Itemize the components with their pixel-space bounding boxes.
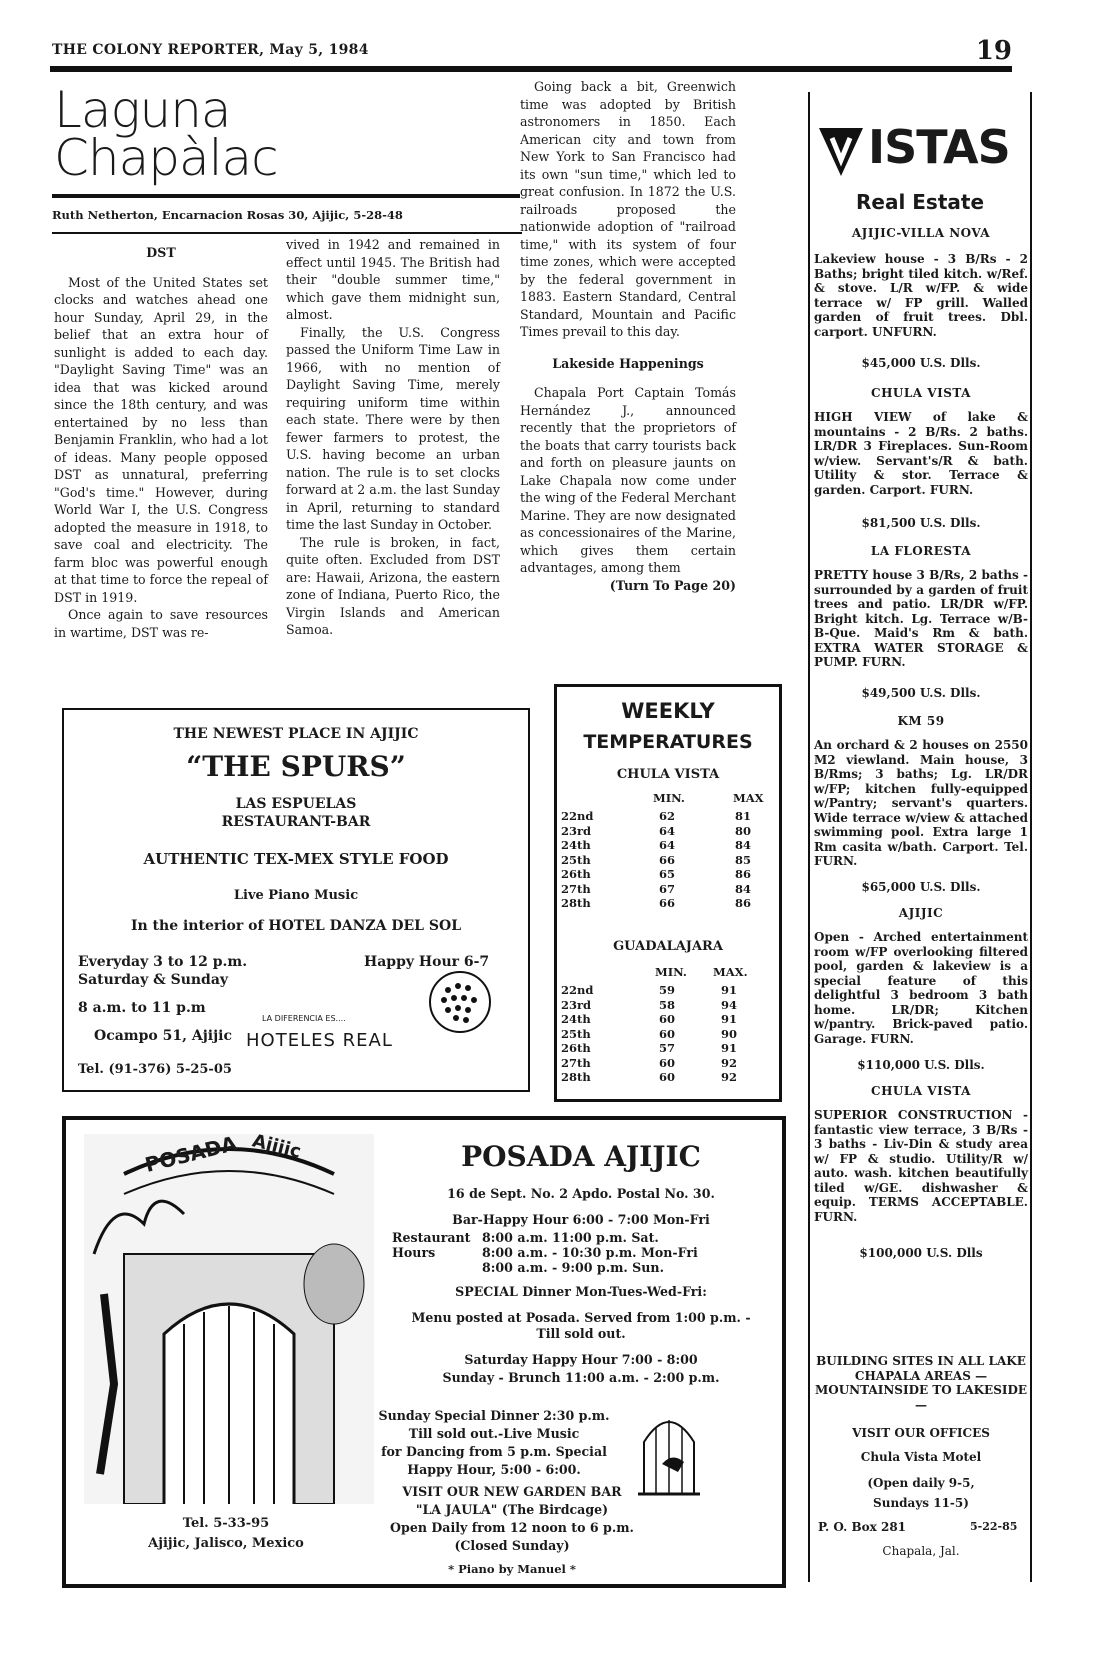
temp-max: 92 xyxy=(721,1055,738,1070)
hoteles-real-brand: HOTELES REAL xyxy=(246,1030,393,1051)
office-hours-1: (Open daily 9-5, xyxy=(867,1476,975,1490)
turn-to-page: (Turn To Page 20) xyxy=(609,577,736,593)
office-name: Chula Vista Motel xyxy=(860,1450,982,1464)
city-guadalajara: GUADALAJARA xyxy=(613,939,723,954)
temp-day: 23rd xyxy=(561,997,592,1012)
temp-row xyxy=(557,1027,779,1042)
spurs-location: In the interior of HOTEL DANZA DEL SOL xyxy=(130,918,462,934)
min-label: MIN. xyxy=(653,791,685,805)
temp-min: 64 xyxy=(659,838,676,852)
temp-row xyxy=(557,867,779,882)
special-dinner: SPECIAL Dinner Mon-Tues-Wed-Fri: xyxy=(455,1284,707,1299)
temp-row xyxy=(557,882,779,897)
closed-sunday: (Closed Sunday) xyxy=(454,1538,570,1553)
temp-day: 28th xyxy=(561,896,591,910)
temp-max: 80 xyxy=(735,823,752,838)
paragraph: Chapala Port Captain Tomás Hernández J., announced recently that the proprietors of the boats that carry tourists back and forth on pleasure jaunts on Lake Chapala now come under the wing of the Federal Merchant Marine. They are now designated as concessionaires of the Marine, which gives them certain advantages, among them xyxy=(520,385,736,575)
temp-max: 91 xyxy=(721,1012,738,1026)
section-title: DST xyxy=(146,245,176,260)
menu-line-2: Till sold out. xyxy=(536,1326,626,1341)
max-label: MAX. xyxy=(713,965,748,979)
listing-heading: AJIJIC-VILLA NOVA xyxy=(851,226,991,240)
temp-max: 91 xyxy=(721,1041,738,1055)
office-city: Chapala, Jal. xyxy=(882,1544,960,1558)
listing-heading: KM 59 xyxy=(897,714,945,728)
temp-row xyxy=(557,1012,779,1027)
column-logo-line2: Chapàlac xyxy=(54,129,278,187)
temp-max: 94 xyxy=(721,997,738,1012)
temp-max: 85 xyxy=(735,852,752,867)
sunday-special-4: Happy Hour, 5:00 - 6:00. xyxy=(407,1462,581,1477)
byline-rule xyxy=(52,232,522,234)
paragraph: Most of the United States set clocks and watches ahead one hour Sunday, April 29, in the belief that an extra hour of sunlight is added to each day. "Daylight Saving Time" was an idea that was kicked around since the 18th century, and was entertained by no less than Benjamin Franklin, who had a lot of ideas. Many people opposed DST as unnatural, preferring "God's time." However, during World War I, the U.S. Congress adopted the measure in 1918, to save coal and electricity. The farm bloc was powerful enough at that time to force the repeal of DST in 1919. xyxy=(54,274,268,605)
restaurant-hours-label-1: Restaurant xyxy=(392,1230,471,1245)
temp-day: 27th xyxy=(561,881,591,896)
spurs-food: AUTHENTIC TEX-MEX STYLE FOOD xyxy=(143,850,449,868)
spurs-tagline: THE NEWEST PLACE IN AJIJIC xyxy=(173,726,419,742)
office-hours-2: Sundays 11-5) xyxy=(873,1496,969,1510)
article-column-1 xyxy=(54,240,268,641)
bar-happy-hour: Bar-Happy Hour 6:00 - 7:00 Mon-Fri xyxy=(452,1212,710,1227)
listing-heading: AJIJIC xyxy=(898,906,944,920)
temp-min: 64 xyxy=(659,823,676,838)
temp-max: 92 xyxy=(721,1070,738,1084)
weekly-temperatures xyxy=(554,684,782,1102)
spurs-address: Ocampo 51, Ajijic xyxy=(94,1028,232,1044)
temp-min: 65 xyxy=(659,867,676,881)
city-chula-vista: CHULA VISTA xyxy=(616,767,720,782)
listing-description: An orchard & 2 houses on 2550 M2 viewland. Main house, 3 B/Rms; 3 baths; Lg. LR/DR w/FP; kitchen fully-equipped w/Pantry; servant's quarters. Wide terrace w/view & attached swimming pool. Extra large 1 Rm casita w/bath. Carport. Tel. FURN. xyxy=(814,738,1028,868)
po-box: P. O. Box 281 xyxy=(818,1520,907,1534)
restaurant-hours-2: 8:00 a.m. - 10:30 p.m. Mon-Fri xyxy=(482,1245,698,1260)
spurs-sub1: LAS ESPUELAS xyxy=(235,796,357,812)
temp-min: 60 xyxy=(659,1026,676,1041)
temp-max: 90 xyxy=(721,1026,738,1041)
spurs-name: “THE SPURS” xyxy=(186,750,406,783)
temp-day: 27th xyxy=(561,1055,591,1070)
temp-day: 25th xyxy=(561,1026,591,1041)
column-logo xyxy=(54,81,514,196)
hoteles-real-logo-icon xyxy=(428,970,492,1034)
vistas-logo: ISTAS xyxy=(868,120,1010,174)
posada-tel: Tel. 5-33-95 xyxy=(182,1516,270,1531)
restaurant-hours-1: 8:00 a.m. 11:00 p.m. Sat. xyxy=(482,1230,659,1245)
spurs-hours2: Saturday & Sunday xyxy=(78,972,229,988)
vistas-ad xyxy=(808,92,1032,1582)
spurs-hours3: 8 a.m. to 11 p.m xyxy=(78,1000,206,1016)
listing-heading: CHULA VISTA xyxy=(871,386,971,400)
temp-day: 25th xyxy=(561,852,591,867)
temp-row xyxy=(557,896,779,911)
column-logo-rule xyxy=(52,194,520,198)
temp-day: 23rd xyxy=(561,823,592,838)
posada-location: Ajijic, Jalisco, Mexico xyxy=(148,1536,304,1551)
menu-line-1: Menu posted at Posada. Served from 1:00 p.m. - xyxy=(411,1310,751,1325)
paragraph: vived in 1942 and remained in effect until 1945. The British had their "double summer time," which gave them midnight sun, almost. xyxy=(286,237,500,322)
temp-max: 86 xyxy=(735,867,752,881)
vistas-subtitle: Real Estate xyxy=(855,190,985,214)
posada-sign-1: POSADA xyxy=(142,1131,240,1177)
temp-max: 81 xyxy=(735,809,752,823)
article-column-2 xyxy=(286,236,500,639)
listing-description: HIGH VIEW of lake & mountains - 2 B/Rs. 2 baths. LR/DR 3 Fireplaces. Sun-Room w/view. Servant's/R & bath. Utility & stor. Terrace & garden. Carport. FURN. xyxy=(814,410,1028,497)
temp-day: 24th xyxy=(561,838,591,852)
weekly-title-2: TEMPERATURES xyxy=(583,731,753,753)
temp-max: 84 xyxy=(735,838,752,852)
temp-min: 60 xyxy=(659,1070,676,1084)
max-label: MAX xyxy=(733,791,764,805)
min-label: MIN. xyxy=(655,965,687,979)
temp-max: 86 xyxy=(735,896,752,910)
masthead-title: THE COLONY REPORTER, May 5, 1984 xyxy=(52,42,369,58)
temp-row xyxy=(557,1041,779,1056)
restaurant-hours-label-2: Hours xyxy=(392,1245,436,1260)
spurs-tel: Tel. (91-376) 5-25-05 xyxy=(78,1062,232,1077)
la-jaula: "LA JAULA" (The Birdcage) xyxy=(415,1502,609,1517)
temp-day: 28th xyxy=(561,1070,591,1084)
masthead xyxy=(52,36,1012,66)
listing-description: Lakeview house - 3 B/Rs - 2 Baths; bright tiled kitch. w/Ref. & stove. L/R w/FP. & wide terrace w/ FP grill. Walled garden of fruit trees. Dbl. carport. UNFURN. xyxy=(814,252,1028,339)
posada-sign-2: Ajijic xyxy=(250,1130,304,1163)
temp-min: 66 xyxy=(659,852,676,867)
temp-day: 24th xyxy=(561,1012,591,1026)
paragraph: Finally, the U.S. Congress passed the Uniform Time Law in 1966, with no mention of Daylight Saving Time, merely requiring uniform time within each state. There were by then fewer farmers to protest, the U.S. having become an urban nation. The rule is to set clocks forward at 2 a.m. the last Sunday in April, returning to standard time the last Sunday in October. xyxy=(286,324,500,532)
article-column-3 xyxy=(520,78,736,594)
temp-row xyxy=(557,853,779,868)
posada-name: POSADA AJIJIC xyxy=(461,1140,701,1173)
temp-day: 22nd xyxy=(561,983,594,997)
temp-row xyxy=(557,838,779,853)
temp-day: 22nd xyxy=(561,809,594,823)
sunday-brunch: Sunday - Brunch 11:00 a.m. - 2:00 p.m. xyxy=(442,1370,720,1385)
temp-row xyxy=(557,998,779,1013)
paragraph: Going back a bit, Greenwich time was adopted by British astronomers in 1850. Each American city and town from New York to San Francisco had its own "sun time," which led to great confusion. In 1872 the U.S. railroads proposed the nationwide adoption of "railroad time," with its system of four time zones, which were accepted by the federal government in 1883. Eastern Standard, Central Standard, Mountain and Pacific Times prevail to this day. xyxy=(520,79,736,339)
temp-min: 66 xyxy=(659,896,676,910)
sunday-special-3: for Dancing from 5 p.m. Special xyxy=(381,1444,607,1459)
paragraph: Once again to save resources in wartime, DST was re- xyxy=(54,607,268,640)
vistas-v-logo-icon xyxy=(816,124,866,180)
byline: Ruth Netherton, Encarnacion Rosas 30, Ajijic, 5-28-48 xyxy=(52,208,403,222)
temp-row xyxy=(557,809,779,824)
spurs-ad xyxy=(62,708,530,1092)
temp-min: 62 xyxy=(659,809,676,823)
temp-row xyxy=(557,824,779,839)
building-sites: BUILDING SITES IN ALL LAKE CHAPALA AREAS — MOUNTAINSIDE TO LAKESIDE — xyxy=(814,1354,1028,1412)
sunday-special-1: Sunday Special Dinner 2:30 p.m. xyxy=(378,1408,610,1423)
listing-price: $100,000 U.S. Dlls xyxy=(859,1246,983,1260)
listing-price: $65,000 U.S. Dlls. xyxy=(861,880,981,894)
weekly-title-1: WEEKLY xyxy=(621,699,715,723)
sunday-special-2: Till sold out.-Live Music xyxy=(408,1426,580,1441)
paragraph: The rule is broken, in fact, quite often. Excluded from DST are: Hawaii, Arizona, the eastern zone of Indiana, Puerto Rico, the Virgin Islands and American Samoa. xyxy=(286,534,500,637)
spurs-sub2: RESTAURANT-BAR xyxy=(221,814,371,830)
saturday-happy-hour: Saturday Happy Hour 7:00 - 8:00 xyxy=(464,1352,698,1367)
posada-gate-illustration xyxy=(84,1134,374,1504)
listing-heading: LA FLORESTA xyxy=(870,544,972,558)
temp-day: 26th xyxy=(561,1041,591,1055)
column-logo-line1: Laguna xyxy=(54,81,231,139)
posada-address: 16 de Sept. No. 2 Apdo. Postal No. 30. xyxy=(447,1186,715,1201)
restaurant-hours-3: 8:00 a.m. - 9:00 p.m. Sun. xyxy=(482,1260,664,1275)
listing-description: PRETTY house 3 B/Rs, 2 baths - surrounded by a garden of fruit trees and patio. LR/DR w/FP. Bright kitch. Lg. Terrace w/B-B-Que. Maid's Rm & bath. EXTRA WATER STORAGE & PUMP. FURN. xyxy=(814,568,1028,669)
temp-min: 67 xyxy=(659,881,676,896)
temp-min: 59 xyxy=(659,983,676,997)
posada-ad xyxy=(62,1116,786,1588)
temp-row xyxy=(557,1056,779,1071)
temp-max: 84 xyxy=(735,881,752,896)
contact-code: 5-22-85 xyxy=(970,1520,1018,1533)
listing-description: SUPERIOR CONSTRUCTION - fantastic view terrace, 3 B/Rs - 3 baths - Liv-Din & study area w/ FP & studio. Utility/R w/ auto. wash. kitchen beautifully tiled w/GE. dishwasher & equip. TERMS ACCEPTABLE. FURN. xyxy=(814,1108,1028,1224)
piano-by-manuel: * Piano by Manuel * xyxy=(448,1562,576,1576)
temp-day: 26th xyxy=(561,867,591,881)
visit-garden-bar: VISIT OUR NEW GARDEN BAR xyxy=(402,1484,622,1499)
temp-min: 60 xyxy=(659,1012,676,1026)
temp-max: 91 xyxy=(721,983,738,997)
listing-description: Open - Arched entertainment room w/FP overlooking filtered pool, garden & lakeview is a special feature of this delightful 3 bedroom 3 bath home. LR/DR; Kitchen w/pantry. Brick-paved patio. Garage. FURN. xyxy=(814,930,1028,1046)
masthead-rule xyxy=(50,66,1012,72)
spurs-happy-hour: Happy Hour 6-7 xyxy=(364,954,490,970)
temp-min: 58 xyxy=(659,997,676,1012)
hoteles-real-tagline: LA DIFERENCIA ES.... xyxy=(262,1014,346,1023)
listing-heading: CHULA VISTA xyxy=(871,1084,971,1098)
temp-row xyxy=(557,983,779,998)
subheading-lakeside: Lakeside Happenings xyxy=(552,355,704,371)
listing-price: $45,000 U.S. Dlls. xyxy=(861,356,981,370)
temp-min: 57 xyxy=(659,1041,676,1055)
spurs-music: Live Piano Music xyxy=(233,888,359,903)
open-daily: Open Daily from 12 noon to 6 p.m. xyxy=(390,1520,634,1535)
listing-price: $81,500 U.S. Dlls. xyxy=(861,516,981,530)
listing-price: $110,000 U.S. Dlls. xyxy=(857,1058,985,1072)
temp-min: 60 xyxy=(659,1055,676,1070)
temp-row xyxy=(557,1070,779,1085)
listing-price: $49,500 U.S. Dlls. xyxy=(861,686,981,700)
page-number: 19 xyxy=(975,36,1012,66)
spurs-hours1: Everyday 3 to 12 p.m. xyxy=(78,954,248,970)
visit-offices: VISIT OUR OFFICES xyxy=(852,1426,990,1440)
